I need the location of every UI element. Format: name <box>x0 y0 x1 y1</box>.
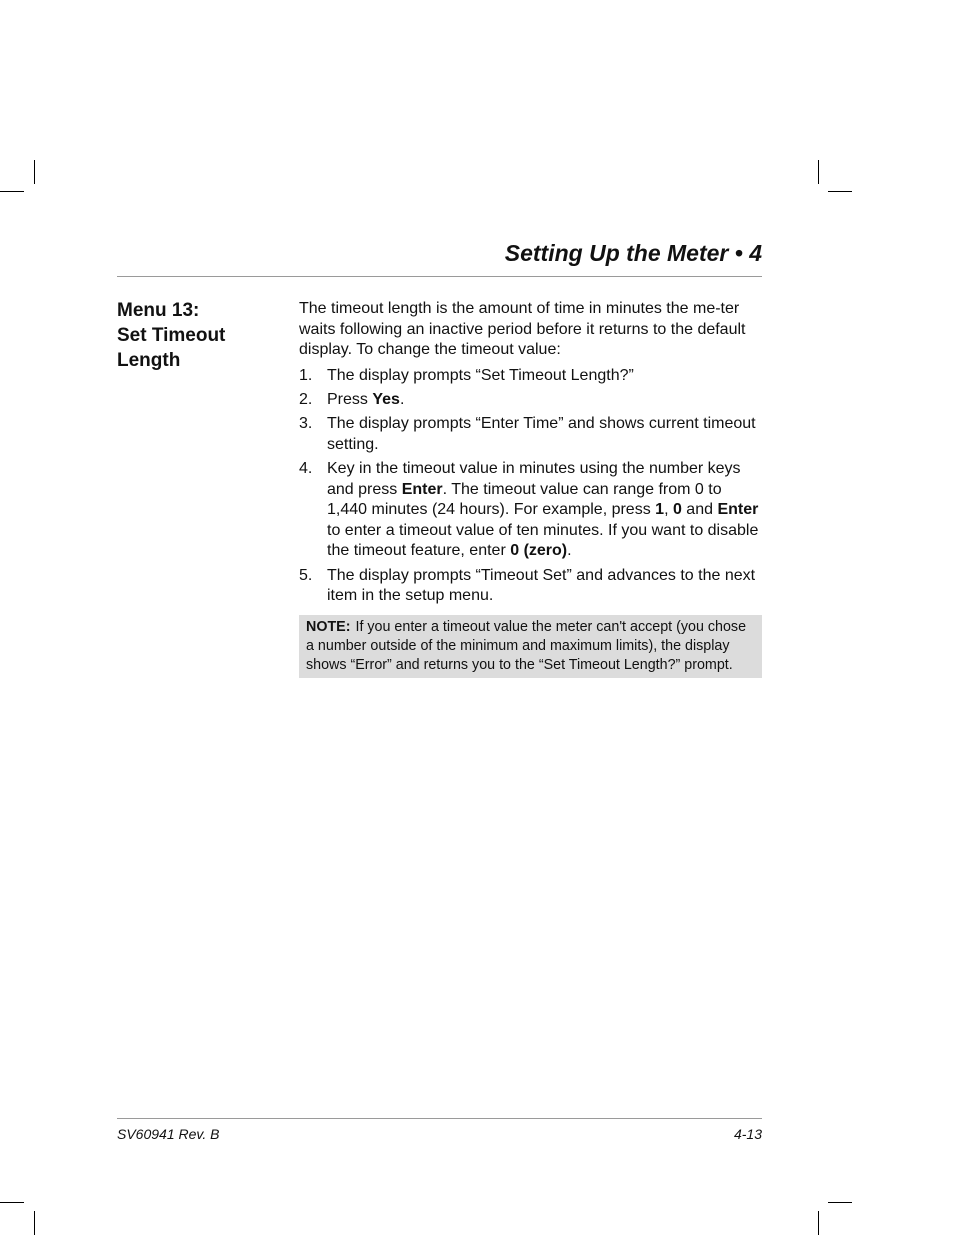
intro-paragraph: The timeout length is the amount of time in minutes the me-ter waits following an inactive period before it returns to the default display. To change the timeout value: <box>299 300 746 359</box>
step-text-part: . <box>399 390 405 408</box>
section-heading-line: Menu 13: <box>117 300 200 321</box>
step-text <box>327 460 758 559</box>
page-header-title: Setting Up the Meter • 4 <box>504 240 762 266</box>
crop-mark <box>34 160 35 184</box>
step-text-part: Key in the timeout value in minutes using the number keys and press <box>327 459 741 498</box>
section-heading-line: Set Timeout <box>117 325 226 346</box>
list-item <box>299 390 762 411</box>
list-item <box>299 366 762 387</box>
crop-mark <box>34 1211 35 1235</box>
step-text <box>327 391 404 408</box>
step-text: The display prompts “Timeout Set” and advances to the next item in the setup menu. <box>327 566 756 605</box>
crop-mark <box>818 1211 819 1235</box>
step-number: 2. <box>299 390 313 408</box>
list-item <box>299 459 762 562</box>
key-label: Enter <box>717 501 759 519</box>
key-label: Yes <box>372 390 400 408</box>
key-label: Enter <box>401 480 443 498</box>
step-text-part: . <box>567 542 572 560</box>
step-text-part: and <box>681 501 718 519</box>
step-text-part: to enter a timeout value of ten minutes. If you want to disable the timeout feature, enter <box>327 521 759 560</box>
footer-page-number: 4-13 <box>733 1126 762 1142</box>
crop-mark <box>828 1202 852 1203</box>
crop-mark <box>828 191 852 192</box>
key-label: 0 (zero) <box>510 542 568 560</box>
step-text: The display prompts “Enter Time” and shows current timeout setting. <box>327 415 756 453</box>
note-box <box>299 615 762 678</box>
crop-mark <box>818 160 819 184</box>
list-item <box>299 566 762 607</box>
steps-list <box>299 366 762 607</box>
note-label: NOTE: <box>306 618 351 635</box>
key-label: 1 <box>655 501 665 519</box>
crop-mark <box>0 191 24 192</box>
note-text: If you enter a timeout value the meter can't accept (you chose a number outside of the minimum and maximum limits), the display shows “Error” and returns you to the “Set Timeout Length?” prompt. <box>306 618 747 673</box>
step-number: 3. <box>299 415 313 433</box>
header-rule <box>117 276 762 277</box>
step-number: 5. <box>299 566 313 584</box>
key-label: 0 <box>672 501 682 519</box>
step-number: 1. <box>299 366 313 384</box>
crop-mark <box>0 1202 24 1203</box>
section-heading-line: Length <box>117 350 181 371</box>
list-item <box>299 414 762 455</box>
footer-doc-id: SV60941 Rev. B <box>117 1126 220 1142</box>
body-content <box>299 299 762 678</box>
section-heading <box>117 298 287 373</box>
step-number: 4. <box>299 459 313 477</box>
step-text: The display prompts “Set Timeout Length?” <box>327 366 634 384</box>
step-text-part: Press <box>327 390 373 408</box>
footer-rule <box>117 1118 762 1119</box>
step-text-part: . The timeout value can range from 0 to 1,440 minutes (24 hours). For example, press <box>327 480 722 519</box>
step-text-part: , <box>664 501 673 519</box>
